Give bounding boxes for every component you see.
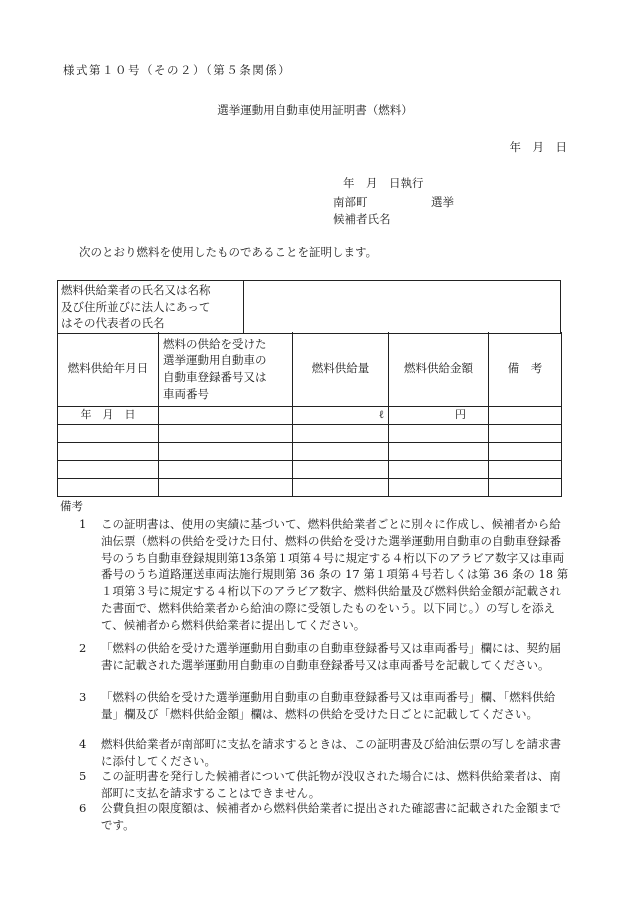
note-number: 4 [79, 737, 87, 751]
note-item [79, 768, 569, 802]
table-row [58, 443, 562, 461]
fuel-table [57, 332, 562, 497]
document-title: 選挙運動用自動車使用証明書（燃料） [217, 103, 413, 117]
cell-date: 年 月 日 [58, 407, 159, 425]
note-item [79, 689, 569, 723]
note-text: この証明書は、使用の実績に基づいて、燃料供給業者ごとに別々に作成し、候補者から給油伝票（燃料の供給を受けた日付、燃料の供給を受けた選挙運動用自動車の自動車登録番号のうち自動車登録規則第13条第１項第４号に規定する４桁以下のアラビア数字又は車両番号のうち道路運送車両法施行規則第 36 条の 17 第１項第４号若しくは第 36 条の 18 第１項第３号に規定する４桁以下のアラビア数字、燃料供給量及び燃料供給金額が記載された書面で、燃料供給業者から給油の際に受領したものをいう。以下同じ。）の写しを添えて、候補者から燃料供給業者に提出してください。 [101, 517, 569, 632]
cell-vehicle [159, 407, 293, 425]
supplier-label: 燃料供給業者の氏名又は名称 及び住所並びに法人にあって はその代表者の氏名 [58, 281, 244, 334]
notes-heading: 備考 [60, 499, 83, 513]
note-text: 「燃料の供給を受けた選挙運動用自動車の自動車登録番号又は車両番号」欄、「燃料供給量」欄及び「燃料供給金額」欄は、燃料の供給を受けた日ごとに記載してください。 [101, 690, 556, 721]
note-number: 1 [79, 517, 87, 531]
header-vehicle-number: 燃料の供給を受けた 選挙運動用自動車の 自動車登録番号又は 車両番号 [159, 332, 293, 407]
town-name: 南部町 [333, 195, 368, 209]
note-item [79, 800, 569, 834]
issue-date: 年 月 日 [509, 140, 567, 154]
election-date: 年 月 日執行 [343, 176, 424, 190]
note-number: 3 [79, 690, 87, 704]
note-number: 5 [79, 769, 87, 783]
cell-quantity: ℓ [293, 407, 389, 425]
header-supply-date: 燃料供給年月日 [58, 332, 159, 407]
election-label: 選挙 [431, 195, 454, 209]
table-row [58, 479, 562, 497]
table-row [58, 407, 562, 425]
note-text: 公費負担の限度額は、候補者から燃料供給業者に提出された確認書に記載された金額までです。 [101, 801, 561, 832]
certification-statement: 次のとおり燃料を使用したものであることを証明します。 [79, 245, 378, 259]
cell-remarks [489, 407, 562, 425]
note-text: 燃料供給業者が南部町に支払を請求するときは、この証明書及び給油伝票の写しを請求書に添付してください。 [101, 737, 561, 768]
note-number: 2 [79, 641, 87, 655]
candidate-name-label: 候補者氏名 [333, 212, 391, 226]
table-header-row [58, 332, 562, 407]
supplier-table [57, 280, 561, 334]
supplier-field [244, 281, 561, 334]
header-fuel-quantity: 燃料供給量 [293, 332, 389, 407]
header-fuel-amount: 燃料供給金額 [389, 332, 489, 407]
note-text: この証明書を発行した候補者について供託物が没収された場合には、燃料供給業者は、南部町に支払を請求することはできません。 [101, 769, 561, 800]
cell-amount: 円 [389, 407, 489, 425]
header-remarks: 備 考 [489, 332, 562, 407]
table-row [58, 425, 562, 443]
form-id: 様式第１０号（その２）（第５条関係） [63, 63, 292, 77]
table-row [58, 461, 562, 479]
note-item [79, 640, 569, 674]
note-number: 6 [79, 801, 87, 815]
note-item [79, 516, 569, 633]
note-text: 「燃料の供給を受けた選挙運動用自動車の自動車登録番号又は車両番号」欄には、契約届書に記載された選挙運動用自動車の自動車登録番号又は車両番号を記載してください。 [101, 641, 561, 672]
note-item [79, 736, 569, 770]
